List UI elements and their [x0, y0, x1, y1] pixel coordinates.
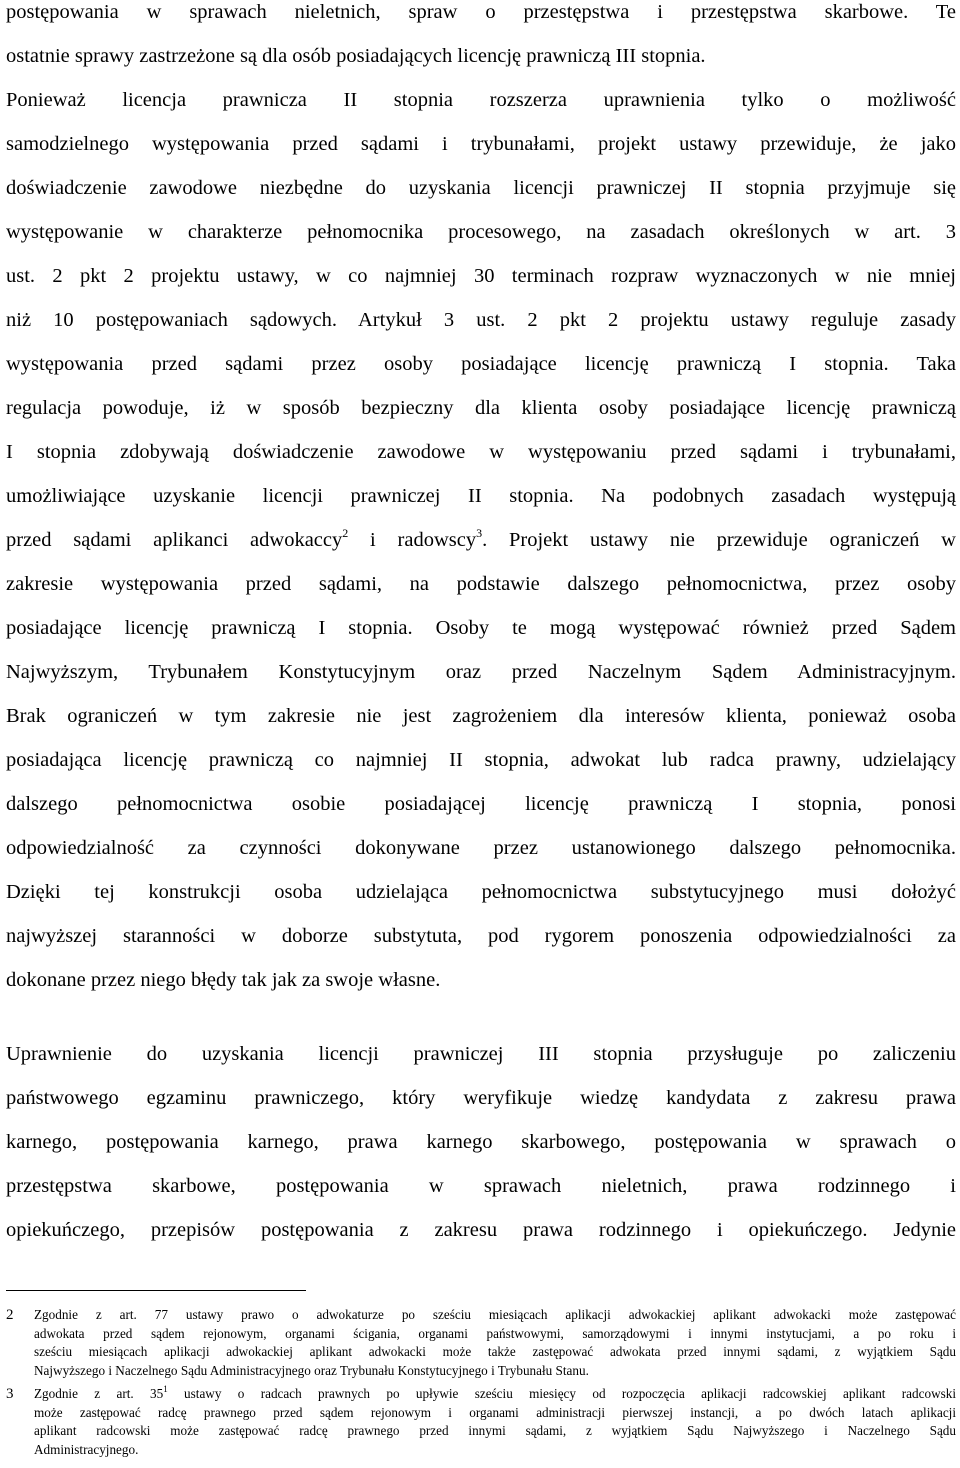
text-line: Ponieważ licencja prawnicza II stopnia rozszerza uprawnienia tylko o możliwość [6, 89, 956, 111]
footnote-line: Administracyjnego. [34, 1441, 139, 1457]
text-segment: Zgodnie z art. 35 [34, 1386, 164, 1401]
text-segment: przed sądami aplikanci adwokaccy [6, 529, 343, 551]
footnote-number: 3 [6, 1386, 14, 1402]
text-segment: ustawy o radcach prawnych po upływie sześciu miesięcy od rozpoczęcia aplikacji radcowskiej aplikant radcowski [167, 1386, 956, 1401]
footnote-3 [6, 1385, 956, 1459]
text-line: I stopnia zdobywają doświadczenie zawodowe w występowaniu przed sądami i trybunałami, [6, 441, 956, 463]
text-line: ust. 2 pkt 2 projektu ustawy, w co najmniej 30 terminach rozpraw wyznaczonych w nie mniej [6, 265, 956, 287]
text-line: Dzięki tej konstrukcji osoba udzielająca pełnomocnictwa substytucyjnego musi dołożyć [6, 881, 956, 903]
text-line: karnego, postępowania karnego, prawa karnego skarbowego, postępowania w sprawach o [6, 1131, 956, 1153]
footnote-2 [6, 1306, 956, 1380]
text-line: ostatnie sprawy zastrzeżone są dla osób posiadających licencję prawniczą III stopnia. [6, 45, 706, 67]
text-line: posiadająca licencję prawniczą co najmniej II stopnia, adwokat lub radca prawny, udzielający [6, 749, 956, 771]
text-line: niż 10 postępowaniach sądowych. Artykuł 3 ust. 2 pkt 2 projektu ustawy reguluje zasady [6, 309, 956, 331]
footnote-separator [6, 1290, 306, 1291]
text-segment: i radowscy [348, 529, 477, 551]
text-line: regulacja powoduje, iż w sposób bezpieczny dla klienta osoby posiadające licencję prawniczą [6, 397, 956, 419]
text-line: doświadczenie zawodowe niezbędne do uzyskania licencji prawniczej II stopnia przyjmuje się [6, 177, 956, 199]
footnote-ref-2[interactable]: 2 [342, 526, 349, 540]
text-line: posiadające licencję prawniczą I stopnia. Osoby te mogą występować również przed Sądem [6, 617, 956, 639]
text-line: Brak ograniczeń w tym zakresie nie jest zagrożeniem dla interesów klienta, ponieważ osoba [6, 705, 956, 727]
text-line: umożliwiające uzyskanie licencji prawniczej II stopnia. Na podobnych zasadach występują [6, 485, 956, 507]
text-line: zakresie występowania przed sądami, na podstawie dalszego pełnomocnictwa, przez osoby [6, 573, 956, 595]
text-line: przestępstwa skarbowe, postępowania w sprawach nieletnich, prawa rodzinnego i [6, 1175, 956, 1197]
text-line: państwowego egzaminu prawniczego, który weryfikuje wiedzę kandydata z zakresu prawa [6, 1087, 956, 1109]
text-line: występowania przed sądami przez osoby posiadające licencję prawniczą I stopnia. Taka [6, 353, 956, 375]
text-line: samodzielnego występowania przed sądami i trybunałami, projekt ustawy przewiduje, że jako [6, 133, 956, 155]
text-line-with-footnote-refs [6, 518, 956, 562]
text-segment: . Projekt ustawy nie przewiduje ograniczeń w [482, 529, 956, 551]
footnote-line: Zgodnie z art. 77 ustawy prawo o adwokaturze po sześciu miesiącach aplikacji adwokackiej aplikant adwokacki może zastępować [34, 1307, 956, 1322]
footnote-line: Najwyższego i Naczelnego Sądu Administracyjnego oraz Trybunału Konstytucyjnego i Trybunału Stanu. [34, 1362, 589, 1378]
text-line: Najwyższym, Trybunałem Konstytucyjnym oraz przed Naczelnym Sądem Administracyjnym. [6, 661, 956, 683]
text-line: opiekuńczego, przepisów postępowania z zakresu prawa rodzinnego i opiekuńczego. Jedynie [6, 1219, 956, 1241]
footnote-line: aplikant radcowski może zastępować radcę prawnego przed innymi sądami, z wyjątkiem Sądu Najwyższego i Naczelnego Sądu [34, 1423, 956, 1438]
text-line: odpowiedzialność za czynności dokonywane przez ustanowionego dalszego pełnomocnika. [6, 837, 956, 859]
footnote-number: 2 [6, 1307, 14, 1323]
text-line: postępowania w sprawach nieletnich, spraw o przestępstwa i przestępstwa skarbowe. Te [6, 1, 956, 23]
footnote-ref-3[interactable]: 3 [476, 526, 483, 540]
text-line: Uprawnienie do uzyskania licencji prawniczej III stopnia przysługuje po zaliczeniu [6, 1043, 956, 1065]
paragraph-licencja-iii [6, 1032, 956, 1252]
text-line: najwyższej staranności w doborze substytuta, pod rygorem ponoszenia odpowiedzialności za [6, 925, 956, 947]
paragraph-licencja-ii [6, 0, 956, 1002]
footnote-line: adwokata przed sądem rejonowym, organami ścigania, organami państwowymi, samorządowymi i innymi instytucjami, a po roku i [34, 1325, 956, 1341]
footnote-line: może zastępować radcę prawnego przed sądem rejonowym i organami administracji pierwszej instancji, a po dwóch latach aplikacji [34, 1404, 956, 1420]
article-superscript: 1 [163, 1384, 168, 1394]
footnote-line: sześciu miesiącach aplikacji adwokackiej aplikant adwokacki może także zastępować adwokata przed innymi sądami, z wyjątkiem Sądu [34, 1344, 956, 1359]
text-line: dalszego pełnomocnictwa osobie posiadającej licencję prawniczą I stopnia, ponosi [6, 793, 956, 815]
text-line: występowanie w charakterze pełnomocnika procesowego, na zasadach określonych w art. 3 [6, 221, 956, 243]
text-line: dokonane przez niego błędy tak jak za swoje własne. [6, 969, 441, 991]
footnote-line [34, 1385, 956, 1404]
